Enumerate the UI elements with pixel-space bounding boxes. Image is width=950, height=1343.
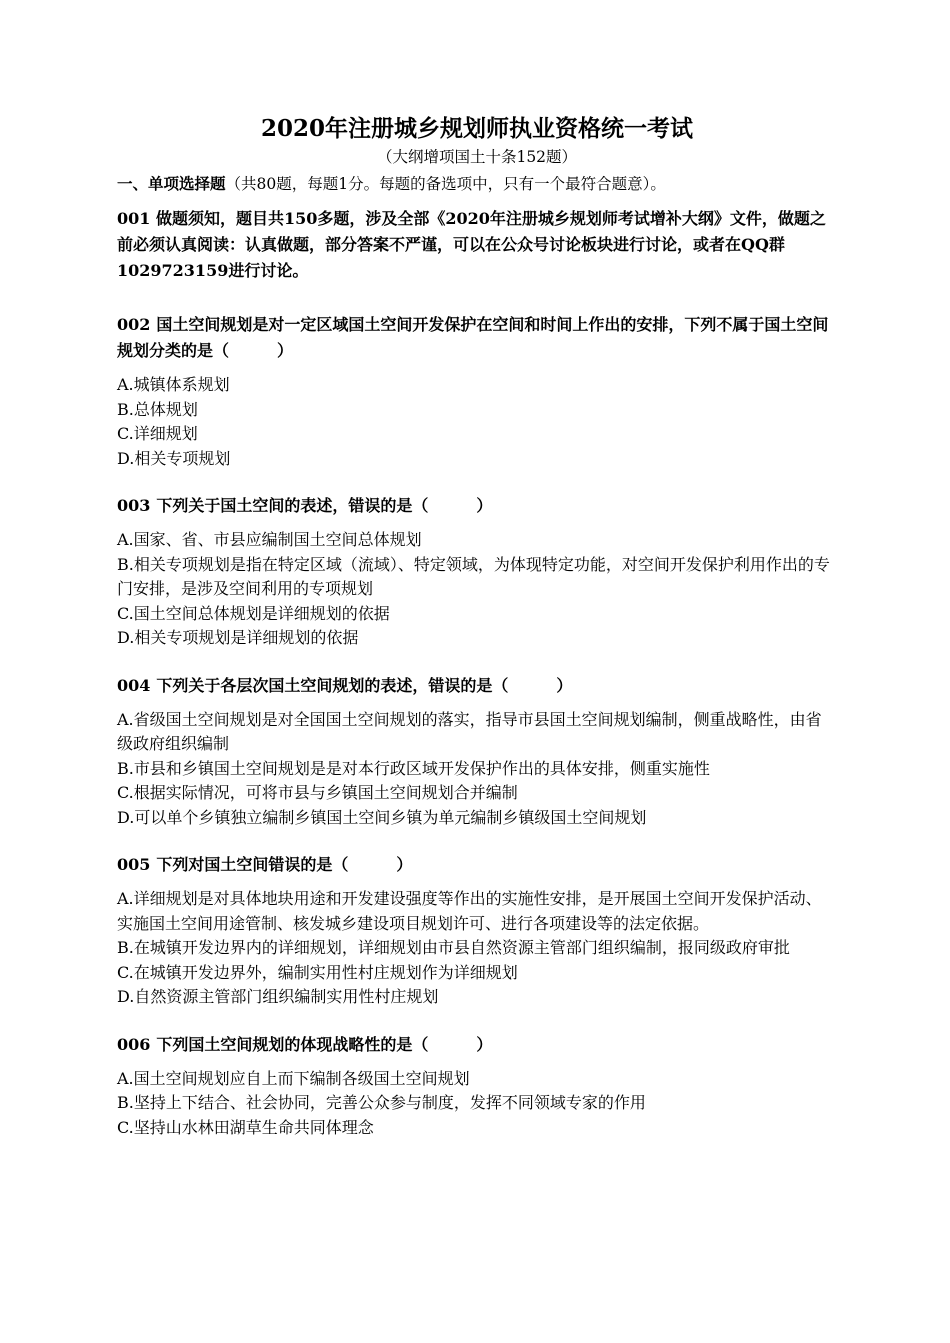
question-stem	[117, 673, 837, 699]
option-a: A.城镇体系规划	[117, 375, 230, 394]
question-text: 下列关于各层次国土空间规划的表述，错误的是（ ）	[156, 675, 573, 695]
question-003	[117, 493, 837, 651]
option-c: C.根据实际情况，可将市县与乡镇国土空间规划合并编制	[117, 783, 518, 802]
section-note: （共80题，每题1分。每题的备选项中，只有一个最符合题意）。	[225, 175, 666, 193]
document-subtitle: （大纲增项国土十条152题）	[376, 148, 578, 166]
option-a: A.详细规划是对具体地块用途和开发建设强度等作出的实施性安排，是开展国土空间开发保护活动、实施国土空间用途管制、核发城乡建设项目规划许可、进行各项建设等的法定依据。	[117, 889, 822, 933]
document-page	[117, 112, 837, 1162]
question-004	[117, 673, 837, 831]
question-stem	[117, 493, 837, 519]
notice-text: 做题须知，题目共150多题，涉及全部《2020年注册城乡规划师考试增补大纲》文件，做题之前必须认真阅读：认真做题，部分答案不严谨，可以在公众号讨论板块进行讨论，或者在QQ群1029723159进行讨论。	[117, 209, 826, 280]
question-number: 004	[117, 675, 151, 695]
option-c: C.在城镇开发边界外，编制实用性村庄规划作为详细规划	[117, 962, 518, 982]
question-005	[117, 852, 837, 1010]
option-a: A.省级国土空间规划是对全国国土空间规划的落实，指导市县国土空间规划编制，侧重战略性，由省级政府组织编制	[117, 709, 822, 753]
notice-paragraph	[117, 206, 837, 284]
option-b: B.总体规划	[117, 399, 198, 419]
option-d: D.相关专项规划	[117, 448, 231, 468]
option-c: C.详细规划	[117, 424, 198, 443]
question-stem	[117, 852, 837, 878]
question-stem	[117, 312, 837, 364]
question-text: 下列关于国土空间的表述，错误的是（ ）	[156, 496, 493, 515]
document-title: 2020年注册城乡规划师执业资格统一考试	[260, 115, 693, 142]
question-text: 国土空间规划是对一定区域国土空间开发保护在空间和时间上作出的安排，下列不属于国土空间规划分类的是（ ）	[117, 315, 829, 360]
question-number: 006	[117, 1034, 151, 1054]
question-number: 003	[117, 496, 151, 515]
option-d: D.可以单个乡镇独立编制乡镇国土空间乡镇为单元编制乡镇级国土空间规划	[117, 807, 647, 827]
option-a: A.国土空间规划应自上而下编制各级国土空间规划	[117, 1068, 470, 1088]
question-number: 002	[117, 315, 151, 334]
option-b: B.在城镇开发边界内的详细规划，详细规划由市县自然资源主管部门组织编制，报同级政府审批	[117, 938, 790, 957]
option-c: C.坚持山水林田湖草生命共同体理念	[117, 1117, 374, 1137]
question-stem	[117, 1032, 837, 1058]
option-c: C.国土空间总体规划是详细规划的依据	[117, 603, 390, 623]
notice-number: 001	[117, 209, 151, 228]
option-b: B.坚持上下结合、社会协同，完善公众参与制度，发挥不同领域专家的作用	[117, 1093, 646, 1112]
option-d: D.自然资源主管部门组织编制实用性村庄规划	[117, 987, 439, 1006]
section-label: 一、单项选择题	[117, 174, 226, 193]
question-006	[117, 1032, 837, 1141]
question-text: 下列国土空间规划的体现战略性的是（ ）	[156, 1034, 493, 1054]
option-b: B.市县和乡镇国土空间规划是是对本行政区域开发保护作出的具体安排，侧重实施性	[117, 758, 710, 778]
option-a: A.国家、省、市县应编制国土空间总体规划	[117, 530, 422, 549]
question-number: 005	[117, 855, 151, 874]
question-list	[117, 312, 837, 1140]
question-text: 下列对国土空间错误的是（ ）	[156, 855, 413, 874]
question-002	[117, 312, 837, 471]
section-heading	[117, 172, 837, 196]
option-d: D.相关专项规划是详细规划的依据	[117, 628, 359, 647]
option-b: B.相关专项规划是指在特定区域（流域）、特定领域，为体现特定功能，对空间开发保护利用作出的专门安排，是涉及空间利用的专项规划	[117, 554, 830, 598]
